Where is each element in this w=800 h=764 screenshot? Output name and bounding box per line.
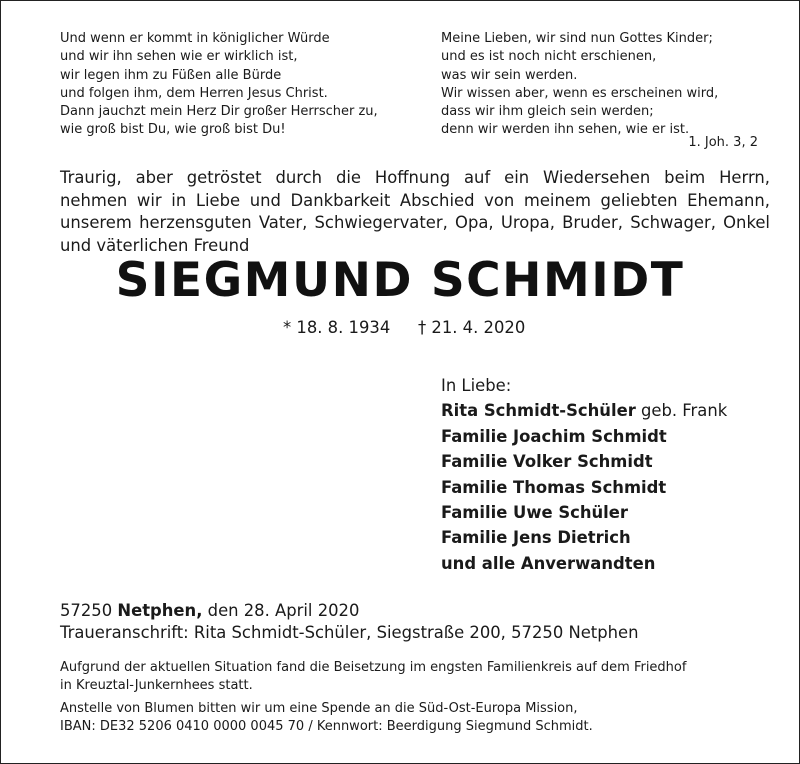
verse-line: und es ist noch nicht erschienen, <box>441 49 657 65</box>
mourner-name: Familie Uwe Schüler <box>441 502 629 522</box>
note-line: IBAN: DE32 5206 0410 0000 0045 70 / Kennwort: Beerdigung Siegmund Schmidt. <box>60 718 593 734</box>
verse-line: Meine Lieben, wir sind nun Gottes Kinder; <box>441 31 713 46</box>
mourner-name: Familie Joachim Schmidt <box>441 426 667 446</box>
birth-date: * 18. 8. 1934 <box>283 318 391 337</box>
city: Netphen, <box>117 601 203 620</box>
note-line: Anstelle von Blumen bitten wir um eine Spende an die Süd-Ost-Europa Mission, <box>60 701 578 716</box>
verse-line: denn wir werden ihn sehen, wie er ist. <box>441 122 690 138</box>
bible-verse <box>441 30 718 140</box>
poem-line: und wir ihn sehen wie er wirklich ist, <box>60 49 298 65</box>
funeral-note <box>60 659 686 694</box>
verse-line: dass wir ihm gleich sein werden; <box>441 104 654 120</box>
mourners-list <box>441 373 727 576</box>
deceased-name: SIEGMUND SCHMIDT <box>115 253 685 308</box>
intro-line: unserem herzensguten Vater, Schwiegervater, Opa, Uropa, Bruder, Schwager, Onkel <box>60 213 770 233</box>
mourner-name: und alle Anverwandten <box>441 553 656 573</box>
mourner-row <box>441 398 727 423</box>
notice-date: den 28. April 2020 <box>202 601 360 620</box>
mourner-row <box>441 424 727 449</box>
verse-reference: 1. Joh. 3, 2 <box>688 135 758 150</box>
death-date: † 21. 4. 2020 <box>418 318 526 337</box>
verse-line: was wir sein werden. <box>441 67 578 83</box>
donation-note <box>60 700 593 735</box>
poem-line: Dann jauchzt mein Herz Dir großer Herrscher zu, <box>60 104 378 120</box>
mourner-row <box>441 551 727 576</box>
mourner-row <box>441 475 727 500</box>
mourner-maiden-name: geb. Frank <box>635 401 728 421</box>
place-date-line <box>60 600 639 622</box>
note-line: Aufgrund der aktuellen Situation fand die Beisetzung im engsten Familienkreis auf dem Friedhof <box>60 660 687 675</box>
intro-line: nehmen wir in Liebe und Dankbarkeit Abschied von meinem geliebten Ehemann, <box>60 190 770 210</box>
poem-line: und folgen ihm, dem Herren Jesus Christ. <box>60 85 328 101</box>
mourner-name: Familie Thomas Schmidt <box>441 477 667 497</box>
mourner-row <box>441 525 727 550</box>
mourner-name: Familie Jens Dietrich <box>441 528 631 548</box>
note-line: in Kreuztal-Junkernhees statt. <box>60 677 253 693</box>
poem-line: Und wenn er kommt in königlicher Würde <box>60 31 330 46</box>
mourner-name: Rita Schmidt-Schüler <box>441 401 636 421</box>
postal-code: 57250 <box>60 601 118 620</box>
poem-line: wir legen ihm zu Füßen alle Bürde <box>60 67 282 83</box>
poem-left <box>60 30 378 140</box>
verse-line: Wir wissen aber, wenn es erscheinen wird, <box>441 85 719 101</box>
mourner-name: Familie Volker Schmidt <box>441 452 653 472</box>
intro-text <box>60 167 770 257</box>
poem-line: wie groß bist Du, wie groß bist Du! <box>60 122 286 138</box>
place-and-date <box>60 600 639 644</box>
intro-line: Traurig, aber getröstet durch die Hoffnung auf ein Wiedersehen beim Herrn, <box>60 168 770 187</box>
mourner-row <box>441 500 727 525</box>
mourners-heading: In Liebe: <box>441 376 512 395</box>
mourner-row <box>441 449 727 474</box>
mourning-address: Traueranschrift: Rita Schmidt-Schüler, Siegstraße 200, 57250 Netphen <box>60 623 639 642</box>
intro-line: und väterlichen Freund <box>60 235 250 255</box>
